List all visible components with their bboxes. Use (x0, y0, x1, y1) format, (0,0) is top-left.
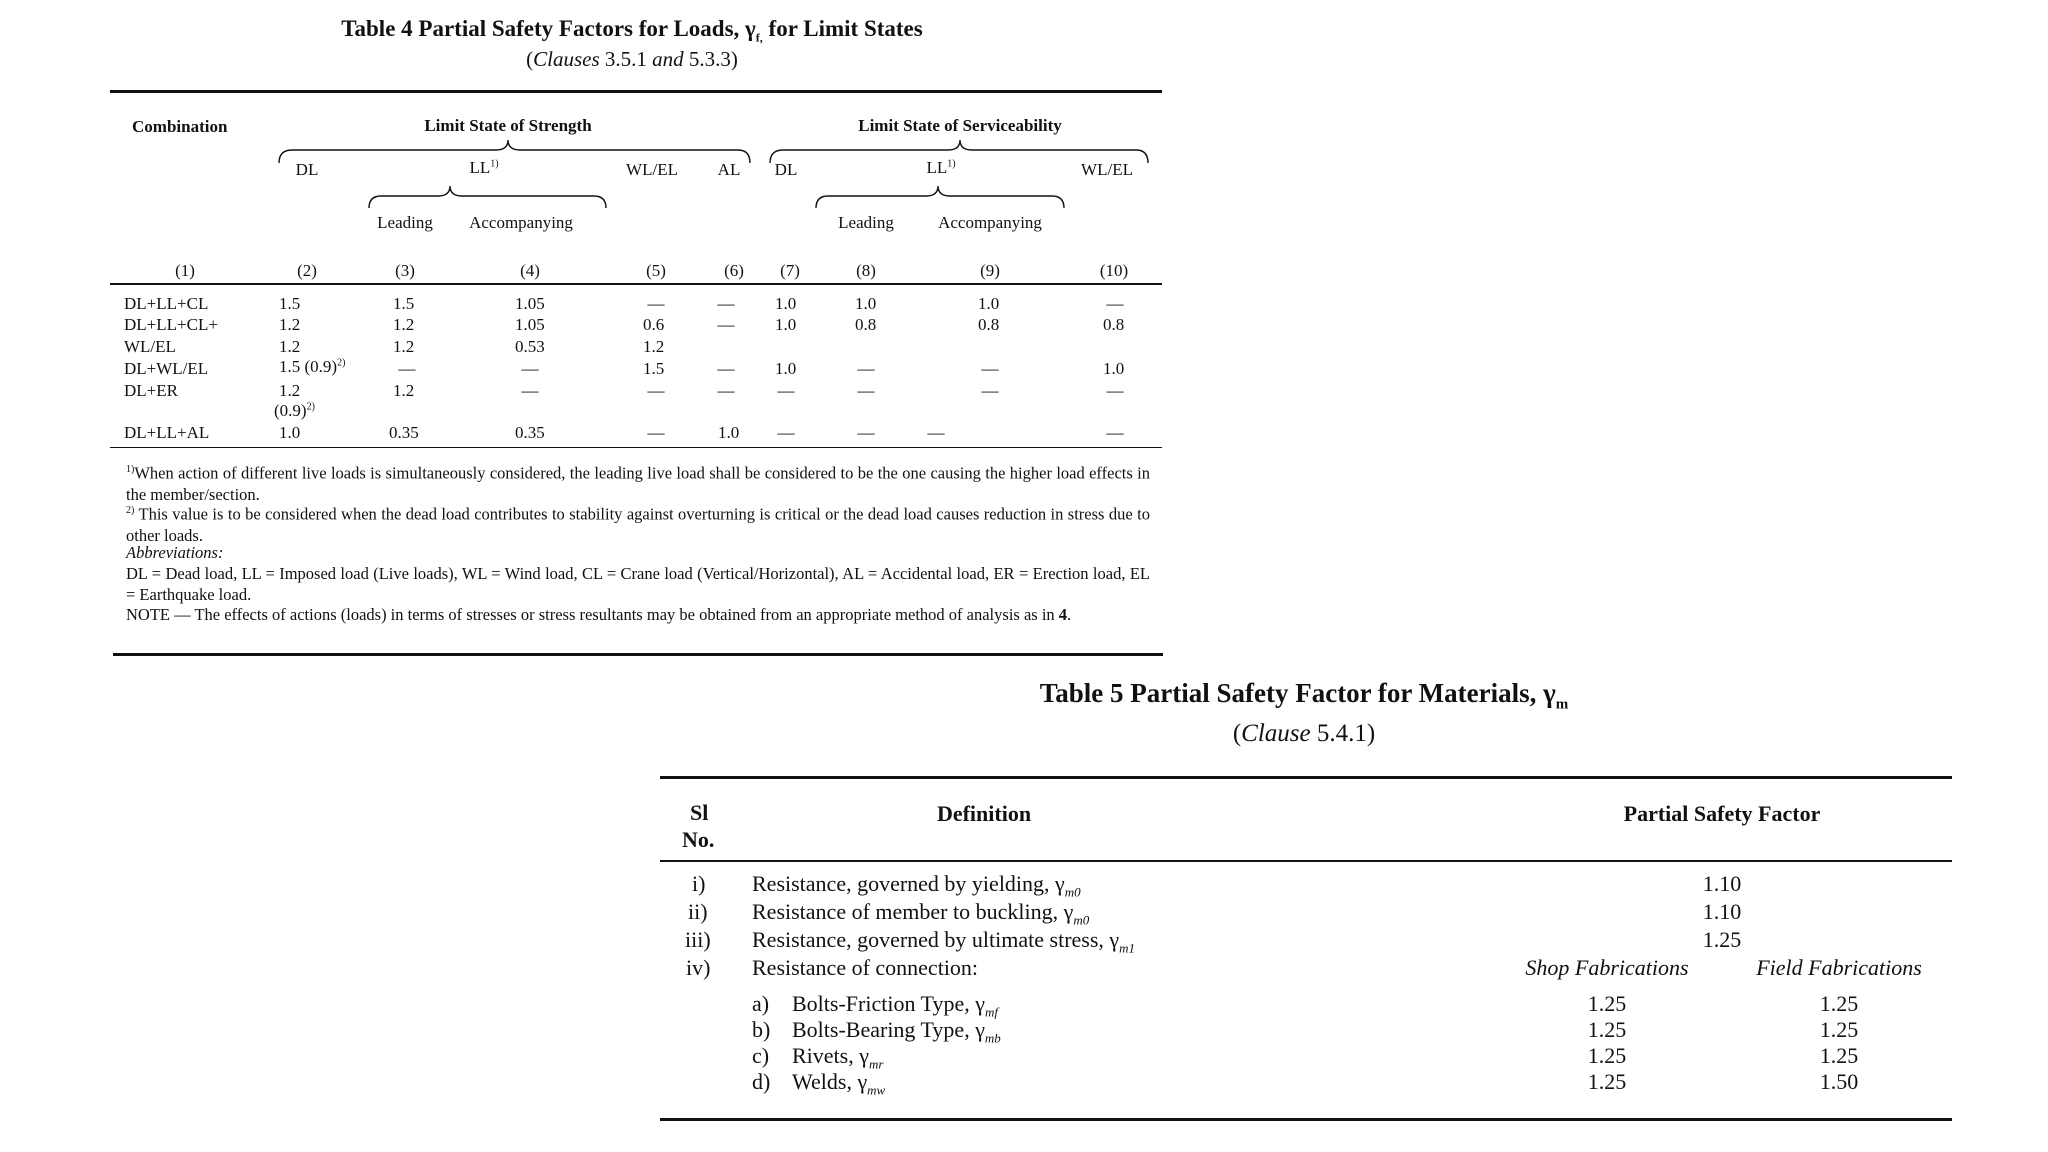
header-leading-serviceability: Leading (838, 213, 894, 232)
header-braces (0, 0, 2048, 300)
table-4-header-rule (110, 283, 1162, 285)
header-ll-serviceability: LL$^{1)}$ (926, 158, 956, 177)
header-leading-strength: Leading (377, 213, 433, 232)
table-4-note: NOTE — The effects of actions (loads) in terms of stresses or stress resultants may be obtained from an appropriate method of analysis as in 4. (126, 605, 1072, 624)
col-number: (3) (395, 261, 415, 280)
col-number: (7) (780, 261, 800, 280)
header-sl: Sl (690, 800, 709, 825)
table-4-bottom-rule (113, 653, 1163, 656)
table-5-clause: (Clause 5.4.1) (1232, 720, 1376, 747)
header-definition: Definition (936, 801, 1032, 826)
header-serviceability: Limit State of Serviceability (858, 116, 1062, 135)
header-wlel-strength: WL/EL (626, 160, 678, 179)
abbreviations-text: DL = Dead load, LL = Imposed load (Live loads), WL = Wind load, CL = Crane load (Vertical/Horizontal), AL = Accidental load, ER = Erection load, EL = Earthquake load. (126, 564, 1150, 604)
col-number: (10) (1099, 261, 1129, 280)
footnote-2: $^{2)}$ This value is to be considered when the dead load contributes to stability against overturning is critical or the dead load causes reduction in stress due to other loads. (126, 504, 1150, 545)
header-wlel-serviceability: WL/EL (1081, 160, 1133, 179)
col-number: (2) (297, 261, 317, 280)
col-number: (1) (175, 261, 195, 280)
header-dl-strength: DL (295, 160, 319, 179)
col-number: (4) (520, 261, 540, 280)
header-shop-fabrications: Shop Fabrications (1525, 955, 1689, 980)
abbreviations-title: Abbreviations: (126, 543, 224, 562)
footnote-1: $^{1)}$When action of different live loads is simultaneously considered, the leading live load shall be considered to be the one causing the higher load effects in the member/section. (126, 463, 1150, 504)
col-number: (5) (646, 261, 666, 280)
header-accompanying-strength: Accompanying (469, 213, 573, 232)
header-ll-strength: LL$^{1)}$ (469, 158, 499, 177)
header-al: AL (717, 160, 741, 179)
col-number: (6) (724, 261, 744, 280)
table-5-top-rule (660, 776, 1952, 779)
table-4-title: Table 4 Partial Safety Factors for Loads, $\gamma_{f,}$ for Limit States (341, 16, 923, 45)
col-number: (8) (856, 261, 876, 280)
header-partial-safety-factor: Partial Safety Factor (1623, 801, 1821, 826)
table-5-title: Table 5 Partial Safety Factor for Materials, $\gamma_m$ (1039, 678, 1569, 713)
header-combination: Combination (132, 117, 228, 136)
col-number: (9) (980, 261, 1000, 280)
header-accompanying-serviceability: Accompanying (938, 213, 1042, 232)
table-4-body-rule (110, 447, 1162, 448)
header-no: No. (682, 827, 715, 852)
table-5-bottom-rule (660, 1118, 1952, 1121)
header-strength: Limit State of Strength (424, 116, 592, 135)
header-field-fabrications: Field Fabrications (1756, 955, 1922, 980)
header-dl-serviceability: DL (774, 160, 798, 179)
table-4-clauses: (Clauses 3.5.1 and 5.3.3) (526, 47, 738, 71)
table-5-header-rule (660, 860, 1952, 862)
